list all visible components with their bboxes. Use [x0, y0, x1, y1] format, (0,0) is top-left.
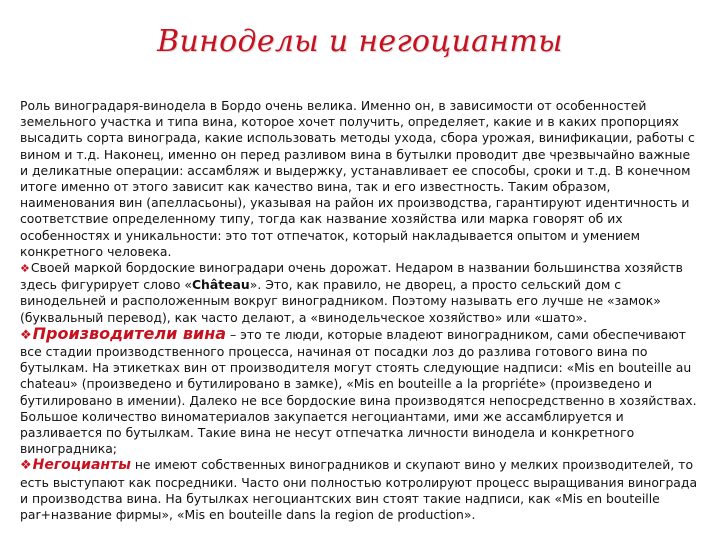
paragraph-producers: [20, 323, 702, 458]
negociants-heading: Негоцианты: [32, 457, 131, 474]
diamond-bullet-icon: ❖: [20, 327, 32, 343]
producers-text: – это те люди, которые владеют виноградником, сами обеспечивают все стадии производственного процесса, начиная от посадки лоз до разлива готового вина по бутылкам. На этикетках вин от производителя могут стоять следующие надписи: «Mis en bouteille au chateau» (произведено и бутилировано в замке), «Mis en bouteille a la propriéte» (произведено и бутилировано в имении). Далеко не все бордоские вина производятся непосредственно в хозяйствах. Большое количество виноматериалов закупается негоциантами, ими же ассамблируется и разливается по бутылкам. Такие вина не несут отпечатка личности винодела и конкретного виноградника;: [20, 326, 697, 457]
paragraph-negociants: [20, 457, 702, 523]
chateau-word: Château: [191, 277, 250, 293]
chateau-text-end: ». Это, как правило, не дворец, а просто сельский дом с винодельней и расположенным вокруг виноградником. Поэтому называть его лучше не «замок» (буквальный перевод), как часто делают, а «винодельческое хозяйство» или «шато».: [20, 277, 661, 325]
slide-body: [20, 98, 702, 523]
producers-heading: Производители вина: [32, 323, 227, 343]
slide-title: Виноделы и негоцианты: [157, 24, 563, 59]
paragraph-chateau: [20, 260, 702, 326]
negociants-text: не имеют собственных виноградников и скупают вино у мелких производителей, то есть выступают как посредники. Часто они полностью котролируют процесс выращивания винограда и производства вина. На бутылках негоциантских вин стоят такие надписи, как «Mis en bouteille par+название фирмы», «Mis en bouteille dans la region de production».: [20, 457, 698, 523]
diamond-bullet-icon: ❖: [20, 458, 32, 474]
chateau-text-start: Своей маркой бордоские виноградари очень дорожат. Недаром в названии большинства хозяйств здесь фигурирует слово «: [20, 260, 683, 293]
paragraph-winemaker-role: Роль виноградаря-винодела в Бордо очень велика. Именно он, в зависимости от особенностей земельного участка и типа вина, которое хочет получить, определяет, какие и в каких пропорциях высадить сорта винограда, какие использовать методы ухода, сбора урожая, винификации, работы с вином и т.д. Наконец, именно он перед разливом вина в бутылки проводит две чрезвычайно важные и деликатные операции: ассамбляж и выдержку, устанавливает ее способы, сроки и т.д. В конечном итоге именно от этого зависит как качество вина, так и его известность. Таким образом, наименования вин (апелласьоны), указывая на район их производства, гарантируют идентичность и соответствие определенному типу, тогда как название хозяйства или марка говорят об их особенностях и уникальности: это тот отпечаток, который накладывается опытом и умением конкретного человека.: [20, 98, 695, 259]
diamond-bullet-icon: ❖: [20, 262, 30, 276]
